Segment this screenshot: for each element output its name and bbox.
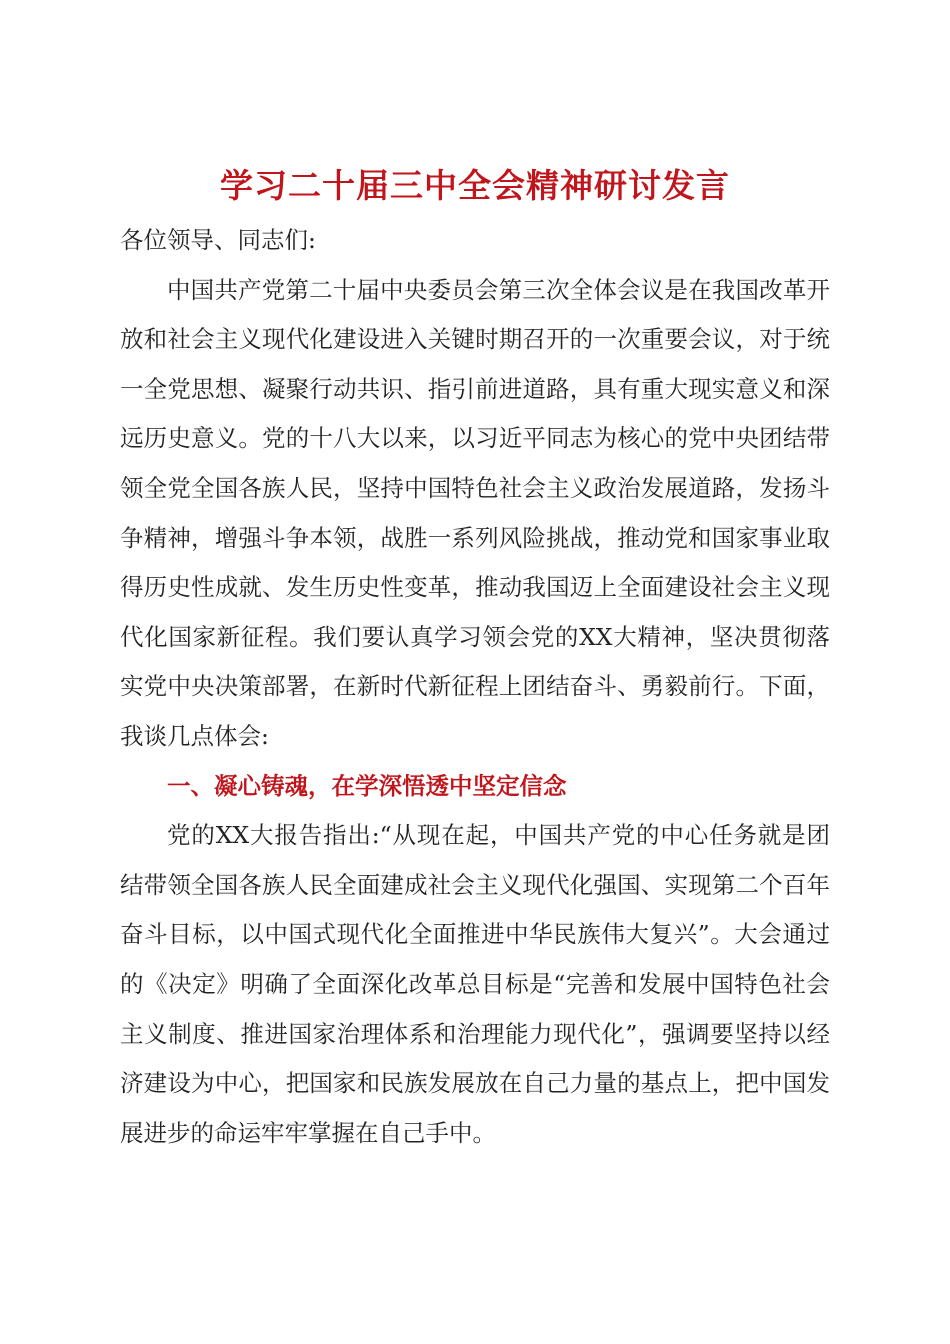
paragraph-section-1: 党的XX大报告指出:“从现在起，中国共产党的中心任务就是团结带领全国各族人民全面建成社会主义现代化强国、实现第二个百年奋斗目标，以中国式现代化全面推进中华民族伟大复兴”。大会通过的《决定》明确了全面深化改革总目标是“完善和发展中国特色社会主义制度、推进国家治理体系和治理能力现代化”，强调要坚持以经济建设为中心，把国家和民族发展放在自己力量的基点上，把中国发展进步的命运牢牢掌握在自己手中。 — [120, 821, 830, 1147]
paragraph-intro: 中国共产党第二十届中央委员会第三次全体会议是在我国改革开放和社会主义现代化建设进入关键时期召开的一次重要会议，对于统一全党思想、凝聚行动共识、指引前进道路，具有重大现实意义和深远历史意义。党的十八大以来，以习近平同志为核心的党中央团结带领全党全国各族人民，坚持中国特色社会主义政治发展道路，发扬斗争精神，增强斗争本领，战胜一系列风险挑战，推动党和国家事业取得历史性成就、发生历史性变革，推动我国迈上全面建设社会主义现代化国家新征程。我们要认真学习领会党的XX大精神，坚决贯彻落实党中央决策部署，在新时代新征程上团结奋斗、勇毅前行。下面，我谈几点体会: — [120, 275, 830, 750]
section-heading-1: 一、凝心铸魂，在学深悟透中坚定信念 — [167, 771, 567, 800]
document-title: 学习二十届三中全会精神研讨发言 — [220, 166, 730, 205]
salutation: 各位领导、同志们: — [120, 226, 316, 254]
document-body — [120, 216, 830, 1158]
